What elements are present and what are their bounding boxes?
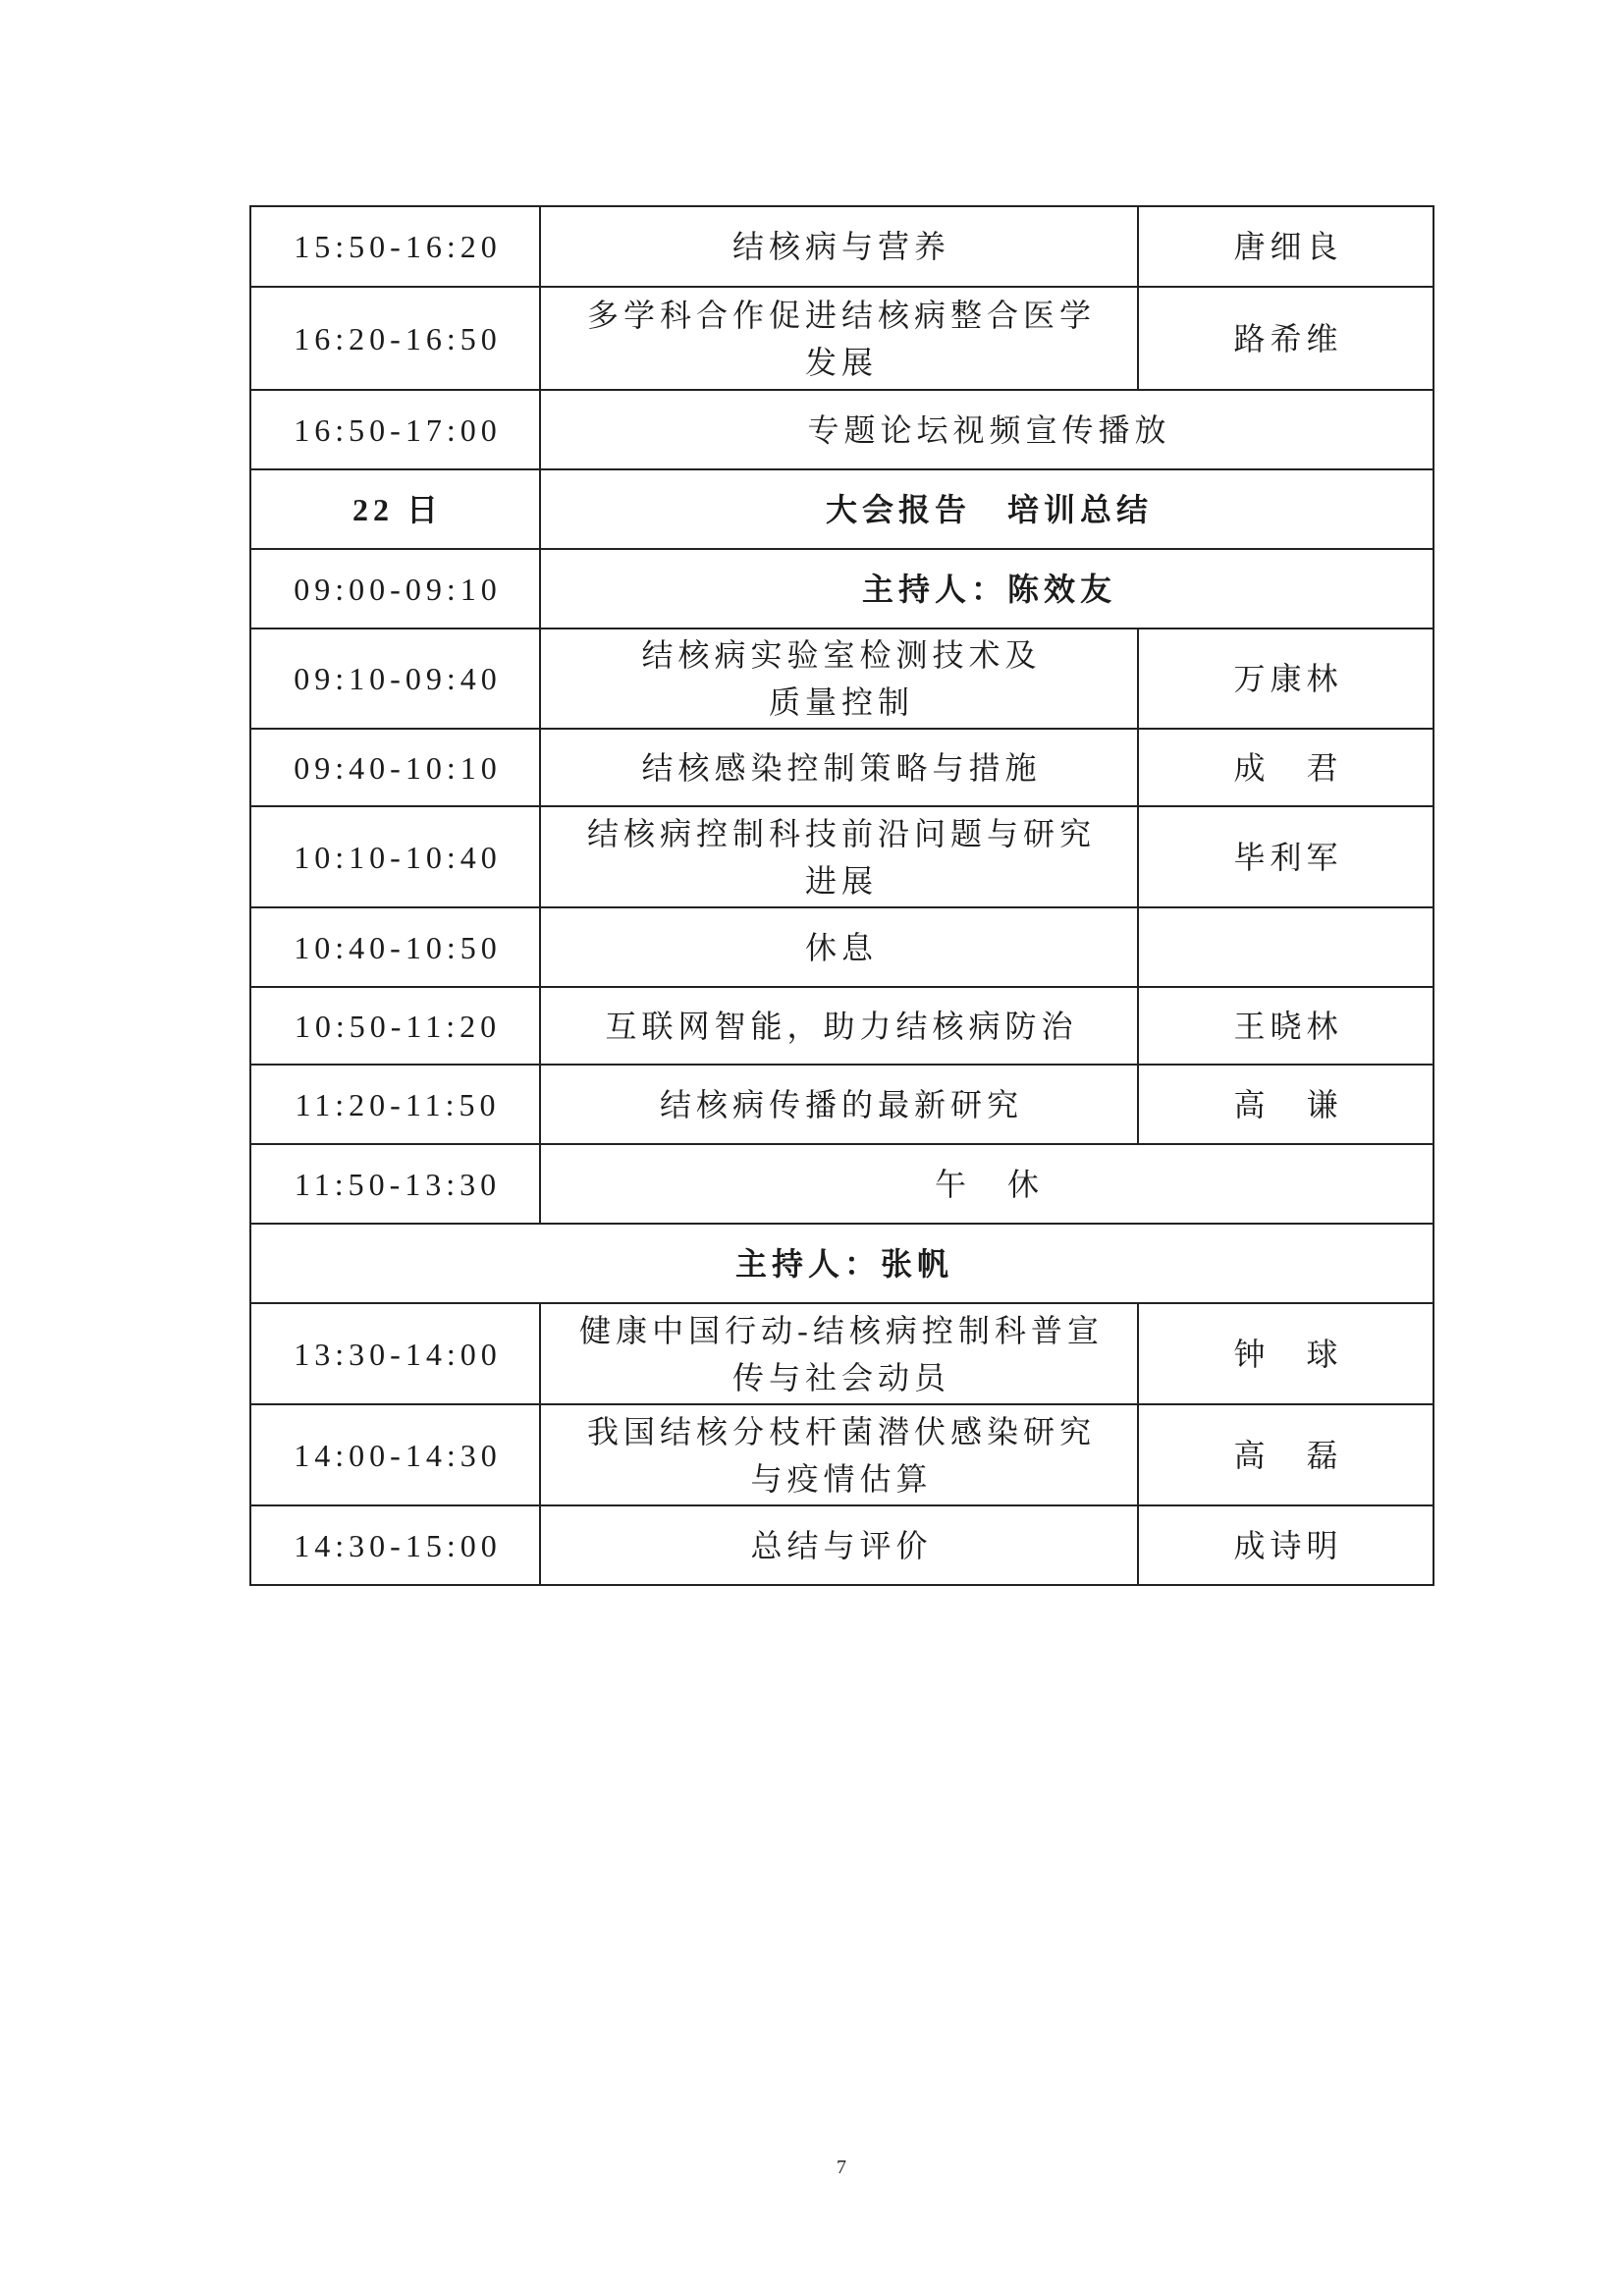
time-cell: 14:00-14:30 (250, 1404, 540, 1505)
speaker-cell: 高 谦 (1138, 1065, 1434, 1144)
speaker-cell: 王晓林 (1138, 987, 1434, 1065)
time-cell: 16:50-17:00 (250, 390, 540, 469)
table-row (250, 729, 1434, 806)
speaker-cell: 成诗明 (1138, 1505, 1434, 1585)
day-cell: 22 日 (250, 469, 540, 549)
topic-cell: 结核感染控制策略与措施 (540, 729, 1138, 806)
time-cell: 14:30-15:00 (250, 1505, 540, 1585)
host-cell: 主持人：陈效友 (540, 549, 1434, 629)
table-row (250, 549, 1434, 629)
lunch-break-cell: 午 休 (540, 1144, 1434, 1224)
time-cell: 10:50-11:20 (250, 987, 540, 1065)
table-row (250, 1065, 1434, 1144)
topic-cell: 我国结核分枝杆菌潜伏感染研究 与疫情估算 (540, 1404, 1138, 1505)
topic-cell: 休息 (540, 907, 1138, 987)
time-cell: 09:00-09:10 (250, 549, 540, 629)
session-title-cell: 大会报告 培训总结 (540, 469, 1434, 549)
table-row (250, 1224, 1434, 1303)
topic-cell: 多学科合作促进结核病整合医学 发展 (540, 287, 1138, 390)
topic-cell: 互联网智能，助力结核病防治 (540, 987, 1138, 1065)
speaker-cell: 钟 球 (1138, 1303, 1434, 1404)
time-cell: 10:40-10:50 (250, 907, 540, 987)
table-row (250, 287, 1434, 390)
table-row (250, 907, 1434, 987)
time-cell: 09:40-10:10 (250, 729, 540, 806)
time-cell: 11:20-11:50 (250, 1065, 540, 1144)
table-row (250, 806, 1434, 907)
time-cell: 16:20-16:50 (250, 287, 540, 390)
speaker-cell: 路希维 (1138, 287, 1434, 390)
table-row (250, 390, 1434, 469)
topic-cell: 健康中国行动-结核病控制科普宣 传与社会动员 (540, 1303, 1138, 1404)
table-row (250, 469, 1434, 549)
table-row (250, 629, 1434, 729)
time-cell: 15:50-16:20 (250, 206, 540, 287)
time-cell: 09:10-09:40 (250, 629, 540, 729)
speaker-cell: 高 磊 (1138, 1404, 1434, 1505)
table-row (250, 1505, 1434, 1585)
table-row (250, 1144, 1434, 1224)
table-row (250, 987, 1434, 1065)
speaker-cell: 毕利军 (1138, 806, 1434, 907)
video-session-cell: 专题论坛视频宣传播放 (540, 390, 1434, 469)
topic-cell: 结核病实验室检测技术及 质量控制 (540, 629, 1138, 729)
table-row (250, 1303, 1434, 1404)
time-cell: 11:50-13:30 (250, 1144, 540, 1224)
page-number: 7 (837, 2157, 846, 2178)
topic-cell: 结核病传播的最新研究 (540, 1065, 1138, 1144)
table-row (250, 206, 1434, 287)
topic-cell: 结核病控制科技前沿问题与研究 进展 (540, 806, 1138, 907)
table-row (250, 1404, 1434, 1505)
topic-cell: 总结与评价 (540, 1505, 1138, 1585)
schedule-table (249, 205, 1434, 1586)
speaker-cell (1138, 907, 1434, 987)
time-cell: 10:10-10:40 (250, 806, 540, 907)
host-cell: 主持人：张帆 (250, 1224, 1434, 1303)
time-cell: 13:30-14:00 (250, 1303, 540, 1404)
speaker-cell: 唐细良 (1138, 206, 1434, 287)
speaker-cell: 成 君 (1138, 729, 1434, 806)
topic-cell: 结核病与营养 (540, 206, 1138, 287)
speaker-cell: 万康林 (1138, 629, 1434, 729)
